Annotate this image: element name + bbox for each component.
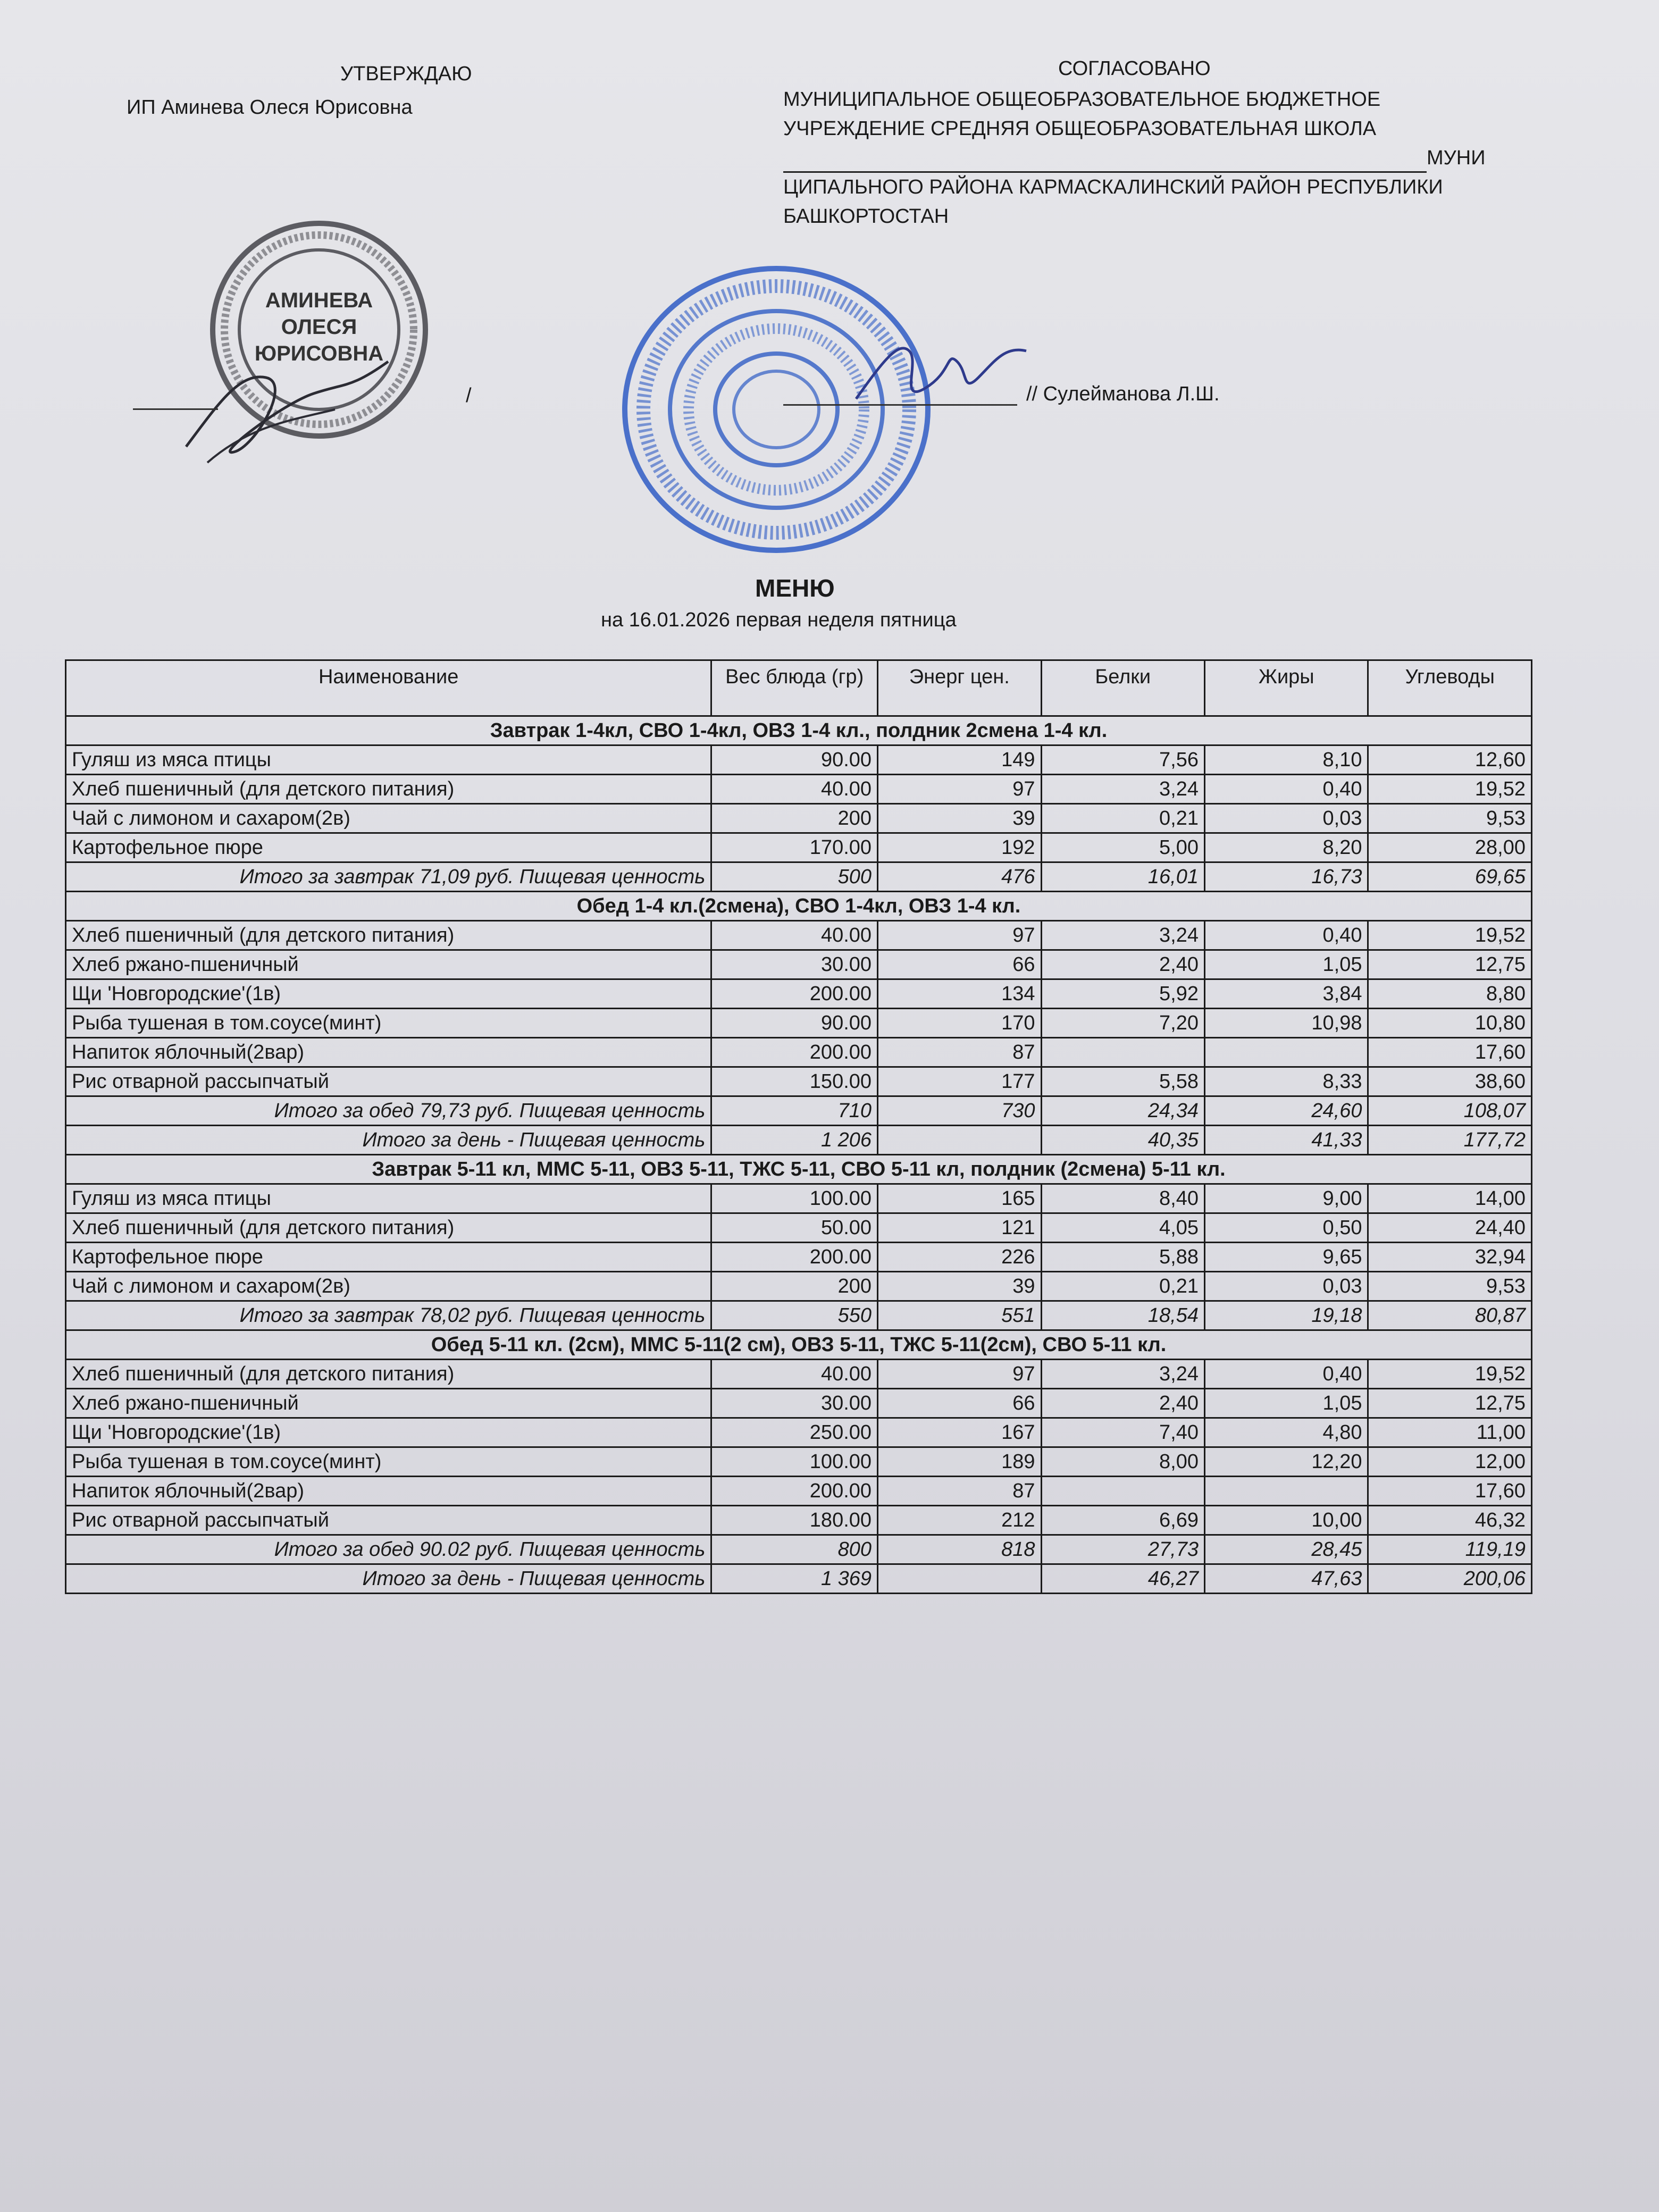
cell-carbs: 9,53 bbox=[1368, 804, 1532, 833]
cell-name: Хлеб пшеничный (для детского питания) bbox=[66, 921, 711, 950]
cell-name: Рыба тушеная в том.соусе(минт) bbox=[66, 1009, 711, 1038]
total-name: Итого за завтрак 78,02 руб. Пищевая ценность bbox=[66, 1301, 711, 1330]
cell-weight: 200.00 bbox=[711, 1477, 878, 1506]
cell-carbs: 11,00 bbox=[1368, 1418, 1532, 1447]
cell-carbs: 17,60 bbox=[1368, 1038, 1532, 1067]
cell-name: Чай с лимоном и сахаром(2в) bbox=[66, 1272, 711, 1301]
cell-fats bbox=[1205, 1477, 1368, 1506]
cell-proteins: 8,40 bbox=[1041, 1184, 1204, 1213]
cell-weight: 50.00 bbox=[711, 1213, 878, 1243]
cell-name: Рис отварной рассыпчатый bbox=[66, 1506, 711, 1535]
cell-name: Хлеб пшеничный (для детского питания) bbox=[66, 775, 711, 804]
org-line-5: БАШКОРТОСТАН bbox=[783, 205, 949, 228]
cell-name: Хлеб ржано-пшеничный bbox=[66, 950, 711, 979]
cell-name: Рис отварной рассыпчатый bbox=[66, 1067, 711, 1096]
org-line-3 bbox=[783, 144, 1517, 173]
cell-proteins: 7,56 bbox=[1041, 745, 1204, 775]
approver-name: ИП Аминева Олеся Юрисовна bbox=[127, 96, 413, 119]
total-row bbox=[66, 1096, 1532, 1126]
cell-carbs: 14,00 bbox=[1368, 1184, 1532, 1213]
cell-proteins: 0,21 bbox=[1041, 804, 1204, 833]
org-line-4: ЦИПАЛЬНОГО РАЙОНА КАРМАСКАЛИНСКИЙ РАЙОН РЕСПУБЛИКИ bbox=[783, 176, 1443, 198]
cell-weight: 90.00 bbox=[711, 1009, 878, 1038]
cell-fats: 0,50 bbox=[1205, 1213, 1368, 1243]
cell-fats: 10,98 bbox=[1205, 1009, 1368, 1038]
cell-carbs: 12,75 bbox=[1368, 950, 1532, 979]
org-line-1: МУНИЦИПАЛЬНОЕ ОБЩЕОБРАЗОВАТЕЛЬНОЕ БЮДЖЕТНОЕ bbox=[783, 88, 1381, 111]
signature-slash: / bbox=[466, 384, 472, 407]
total-fats: 47,63 bbox=[1205, 1564, 1368, 1594]
cell-fats bbox=[1205, 1038, 1368, 1067]
stamp-text-line-3: ЮРИСОВНА bbox=[254, 342, 384, 365]
cell-fats: 0,40 bbox=[1205, 775, 1368, 804]
cell-proteins: 7,20 bbox=[1041, 1009, 1204, 1038]
org-line-3-end: МУНИ bbox=[1427, 147, 1486, 169]
cell-proteins: 5,58 bbox=[1041, 1067, 1204, 1096]
table-row bbox=[66, 804, 1532, 833]
header-name: Наименование bbox=[66, 660, 711, 716]
table-row bbox=[66, 775, 1532, 804]
cell-energy: 121 bbox=[878, 1213, 1041, 1243]
cell-carbs: 46,32 bbox=[1368, 1506, 1532, 1535]
cell-carbs: 10,80 bbox=[1368, 1009, 1532, 1038]
approve-title: УТВЕРЖДАЮ bbox=[340, 63, 472, 85]
cell-proteins: 6,69 bbox=[1041, 1506, 1204, 1535]
total-fats: 41,33 bbox=[1205, 1126, 1368, 1155]
cell-fats: 1,05 bbox=[1205, 1389, 1368, 1418]
cell-name: Гуляш из мяса птицы bbox=[66, 1184, 711, 1213]
table-row bbox=[66, 1389, 1532, 1418]
table-row bbox=[66, 833, 1532, 862]
cell-energy: 212 bbox=[878, 1506, 1041, 1535]
cell-fats: 8,10 bbox=[1205, 745, 1368, 775]
cell-weight: 150.00 bbox=[711, 1067, 878, 1096]
signature-right bbox=[851, 330, 1032, 415]
cell-proteins: 8,00 bbox=[1041, 1447, 1204, 1477]
cell-weight: 200.00 bbox=[711, 1038, 878, 1067]
cell-name: Чай с лимоном и сахаром(2в) bbox=[66, 804, 711, 833]
menu-table-body bbox=[66, 716, 1532, 1594]
cell-carbs: 12,75 bbox=[1368, 1389, 1532, 1418]
cell-weight: 200.00 bbox=[711, 979, 878, 1009]
table-row bbox=[66, 979, 1532, 1009]
cell-fats: 8,33 bbox=[1205, 1067, 1368, 1096]
section-header-row bbox=[66, 716, 1532, 745]
section-header-row bbox=[66, 1330, 1532, 1360]
cell-weight: 170.00 bbox=[711, 833, 878, 862]
agreed-title: СОГЛАСОВАНО bbox=[1058, 57, 1211, 80]
signatory-name: // Сулейманова Л.Ш. bbox=[1026, 383, 1220, 405]
cell-carbs: 19,52 bbox=[1368, 1360, 1532, 1389]
total-carbs: 119,19 bbox=[1368, 1535, 1532, 1564]
cell-carbs: 9,53 bbox=[1368, 1272, 1532, 1301]
total-row bbox=[66, 862, 1532, 892]
cell-fats: 4,80 bbox=[1205, 1418, 1368, 1447]
org-line-2: УЧРЕЖДЕНИЕ СРЕДНЯЯ ОБЩЕОБРАЗОВАТЕЛЬНАЯ ШКОЛА bbox=[783, 118, 1377, 140]
cell-proteins: 3,24 bbox=[1041, 921, 1204, 950]
table-row bbox=[66, 1506, 1532, 1535]
cell-weight: 30.00 bbox=[711, 1389, 878, 1418]
cell-energy: 66 bbox=[878, 1389, 1041, 1418]
cell-carbs: 38,60 bbox=[1368, 1067, 1532, 1096]
header-carbs: Углеводы bbox=[1368, 660, 1532, 716]
total-row bbox=[66, 1126, 1532, 1155]
cell-proteins: 7,40 bbox=[1041, 1418, 1204, 1447]
section-title: Завтрак 1-4кл, СВО 1-4кл, ОВЗ 1-4 кл., полдник 2смена 1-4 кл. bbox=[66, 716, 1532, 745]
total-proteins: 16,01 bbox=[1041, 862, 1204, 892]
cell-weight: 100.00 bbox=[711, 1447, 878, 1477]
total-proteins: 40,35 bbox=[1041, 1126, 1204, 1155]
cell-energy: 39 bbox=[878, 804, 1041, 833]
signature-line-left bbox=[133, 408, 218, 410]
table-row bbox=[66, 921, 1532, 950]
total-fats: 16,73 bbox=[1205, 862, 1368, 892]
section-header-row bbox=[66, 892, 1532, 921]
cell-weight: 30.00 bbox=[711, 950, 878, 979]
stamp-text-line-1: АМИНЕВА bbox=[265, 289, 373, 312]
cell-carbs: 28,00 bbox=[1368, 833, 1532, 862]
cell-weight: 40.00 bbox=[711, 921, 878, 950]
total-carbs: 80,87 bbox=[1368, 1301, 1532, 1330]
cell-weight: 200 bbox=[711, 804, 878, 833]
cell-weight: 40.00 bbox=[711, 1360, 878, 1389]
total-weight: 710 bbox=[711, 1096, 878, 1126]
cell-proteins bbox=[1041, 1038, 1204, 1067]
cell-energy: 134 bbox=[878, 979, 1041, 1009]
cell-proteins: 5,00 bbox=[1041, 833, 1204, 862]
cell-proteins: 5,88 bbox=[1041, 1243, 1204, 1272]
cell-name: Картофельное пюре bbox=[66, 1243, 711, 1272]
cell-fats: 9,65 bbox=[1205, 1243, 1368, 1272]
header-fats: Жиры bbox=[1205, 660, 1368, 716]
cell-weight: 100.00 bbox=[711, 1184, 878, 1213]
table-row bbox=[66, 1243, 1532, 1272]
total-name: Итого за завтрак 71,09 руб. Пищевая ценность bbox=[66, 862, 711, 892]
total-weight: 1 369 bbox=[711, 1564, 878, 1594]
table-row bbox=[66, 1009, 1532, 1038]
menu-subtitle: на 16.01.2026 первая неделя пятница bbox=[601, 609, 957, 631]
menu-table bbox=[65, 659, 1532, 1594]
total-carbs: 108,07 bbox=[1368, 1096, 1532, 1126]
cell-energy: 170 bbox=[878, 1009, 1041, 1038]
section-title: Завтрак 5-11 кл, ММС 5-11, ОВЗ 5-11, ТЖС 5-11, СВО 5-11 кл, полдник (2смена) 5-11 кл. bbox=[66, 1155, 1532, 1184]
table-row bbox=[66, 1477, 1532, 1506]
section-title: Обед 5-11 кл. (2см), ММС 5-11(2 см), ОВЗ 5-11, ТЖС 5-11(2см), СВО 5-11 кл. bbox=[66, 1330, 1532, 1360]
cell-proteins: 4,05 bbox=[1041, 1213, 1204, 1243]
total-proteins: 46,27 bbox=[1041, 1564, 1204, 1594]
cell-energy: 87 bbox=[878, 1038, 1041, 1067]
total-energy bbox=[878, 1126, 1041, 1155]
cell-weight: 200 bbox=[711, 1272, 878, 1301]
cell-energy: 192 bbox=[878, 833, 1041, 862]
total-proteins: 18,54 bbox=[1041, 1301, 1204, 1330]
cell-energy: 149 bbox=[878, 745, 1041, 775]
total-name: Итого за день - Пищевая ценность bbox=[66, 1126, 711, 1155]
total-proteins: 24,34 bbox=[1041, 1096, 1204, 1126]
cell-proteins: 3,24 bbox=[1041, 775, 1204, 804]
cell-fats: 3,84 bbox=[1205, 979, 1368, 1009]
cell-name: Хлеб пшеничный (для детского питания) bbox=[66, 1213, 711, 1243]
total-weight: 800 bbox=[711, 1535, 878, 1564]
total-carbs: 200,06 bbox=[1368, 1564, 1532, 1594]
total-energy bbox=[878, 1564, 1041, 1594]
total-fats: 19,18 bbox=[1205, 1301, 1368, 1330]
total-carbs: 177,72 bbox=[1368, 1126, 1532, 1155]
header-energy: Энерг цен. bbox=[878, 660, 1041, 716]
cell-carbs: 12,00 bbox=[1368, 1447, 1532, 1477]
cell-energy: 165 bbox=[878, 1184, 1041, 1213]
cell-energy: 97 bbox=[878, 775, 1041, 804]
cell-weight: 40.00 bbox=[711, 775, 878, 804]
cell-proteins: 5,92 bbox=[1041, 979, 1204, 1009]
cell-energy: 87 bbox=[878, 1477, 1041, 1506]
header-weight: Вес блюда (гр) bbox=[711, 660, 878, 716]
cell-carbs: 17,60 bbox=[1368, 1477, 1532, 1506]
total-weight: 500 bbox=[711, 862, 878, 892]
total-weight: 1 206 bbox=[711, 1126, 878, 1155]
cell-energy: 97 bbox=[878, 921, 1041, 950]
cell-proteins bbox=[1041, 1477, 1204, 1506]
cell-energy: 97 bbox=[878, 1360, 1041, 1389]
cell-name: Напиток яблочный(2вар) bbox=[66, 1038, 711, 1067]
cell-energy: 66 bbox=[878, 950, 1041, 979]
cell-weight: 180.00 bbox=[711, 1506, 878, 1535]
cell-energy: 167 bbox=[878, 1418, 1041, 1447]
cell-name: Рыба тушеная в том.соусе(минт) bbox=[66, 1447, 711, 1477]
cell-fats: 1,05 bbox=[1205, 950, 1368, 979]
cell-name: Картофельное пюре bbox=[66, 833, 711, 862]
cell-name: Напиток яблочный(2вар) bbox=[66, 1477, 711, 1506]
table-row bbox=[66, 950, 1532, 979]
cell-fats: 0,03 bbox=[1205, 1272, 1368, 1301]
blank-underline bbox=[783, 150, 1427, 173]
cell-carbs: 19,52 bbox=[1368, 921, 1532, 950]
table-row bbox=[66, 1418, 1532, 1447]
signature-left bbox=[175, 340, 399, 468]
cell-fats: 0,40 bbox=[1205, 921, 1368, 950]
table-row bbox=[66, 1213, 1532, 1243]
cell-name: Хлеб пшеничный (для детского питания) bbox=[66, 1360, 711, 1389]
cell-proteins: 3,24 bbox=[1041, 1360, 1204, 1389]
total-fats: 28,45 bbox=[1205, 1535, 1368, 1564]
organization-block bbox=[783, 85, 1517, 231]
cell-proteins: 2,40 bbox=[1041, 950, 1204, 979]
cell-weight: 250.00 bbox=[711, 1418, 878, 1447]
section-header-row bbox=[66, 1155, 1532, 1184]
cell-fats: 0,03 bbox=[1205, 804, 1368, 833]
total-energy: 476 bbox=[878, 862, 1041, 892]
cell-weight: 200.00 bbox=[711, 1243, 878, 1272]
cell-energy: 177 bbox=[878, 1067, 1041, 1096]
cell-energy: 189 bbox=[878, 1447, 1041, 1477]
header-proteins: Белки bbox=[1041, 660, 1204, 716]
cell-proteins: 0,21 bbox=[1041, 1272, 1204, 1301]
table-row bbox=[66, 1447, 1532, 1477]
cell-name: Гуляш из мяса птицы bbox=[66, 745, 711, 775]
cell-carbs: 8,80 bbox=[1368, 979, 1532, 1009]
cell-energy: 226 bbox=[878, 1243, 1041, 1272]
total-name: Итого за обед 79,73 руб. Пищевая ценность bbox=[66, 1096, 711, 1126]
cell-proteins: 2,40 bbox=[1041, 1389, 1204, 1418]
total-row bbox=[66, 1301, 1532, 1330]
cell-fats: 9,00 bbox=[1205, 1184, 1368, 1213]
table-row bbox=[66, 1038, 1532, 1067]
cell-fats: 10,00 bbox=[1205, 1506, 1368, 1535]
cell-carbs: 24,40 bbox=[1368, 1213, 1532, 1243]
table-row bbox=[66, 1184, 1532, 1213]
signature-line-right bbox=[783, 404, 1017, 406]
table-row bbox=[66, 1272, 1532, 1301]
total-carbs: 69,65 bbox=[1368, 862, 1532, 892]
table-row bbox=[66, 745, 1532, 775]
total-energy: 551 bbox=[878, 1301, 1041, 1330]
total-fats: 24,60 bbox=[1205, 1096, 1368, 1126]
cell-energy: 39 bbox=[878, 1272, 1041, 1301]
cell-fats: 12,20 bbox=[1205, 1447, 1368, 1477]
total-weight: 550 bbox=[711, 1301, 878, 1330]
cell-name: Щи 'Новгородские'(1в) bbox=[66, 1418, 711, 1447]
table-row bbox=[66, 1067, 1532, 1096]
table-header-row bbox=[66, 660, 1532, 716]
table-row bbox=[66, 1360, 1532, 1389]
cell-fats: 8,20 bbox=[1205, 833, 1368, 862]
cell-carbs: 32,94 bbox=[1368, 1243, 1532, 1272]
total-name: Итого за обед 90.02 руб. Пищевая ценность bbox=[66, 1535, 711, 1564]
menu-title: МЕНЮ bbox=[755, 574, 835, 602]
cell-name: Щи 'Новгородские'(1в) bbox=[66, 979, 711, 1009]
cell-weight: 90.00 bbox=[711, 745, 878, 775]
total-row bbox=[66, 1564, 1532, 1594]
total-row bbox=[66, 1535, 1532, 1564]
cell-name: Хлеб ржано-пшеничный bbox=[66, 1389, 711, 1418]
section-title: Обед 1-4 кл.(2смена), СВО 1-4кл, ОВЗ 1-4 кл. bbox=[66, 892, 1532, 921]
stamp-text-line-2: ОЛЕСЯ bbox=[281, 315, 357, 339]
total-energy: 818 bbox=[878, 1535, 1041, 1564]
cell-carbs: 19,52 bbox=[1368, 775, 1532, 804]
cell-carbs: 12,60 bbox=[1368, 745, 1532, 775]
total-proteins: 27,73 bbox=[1041, 1535, 1204, 1564]
total-name: Итого за день - Пищевая ценность bbox=[66, 1564, 711, 1594]
cell-fats: 0,40 bbox=[1205, 1360, 1368, 1389]
total-energy: 730 bbox=[878, 1096, 1041, 1126]
